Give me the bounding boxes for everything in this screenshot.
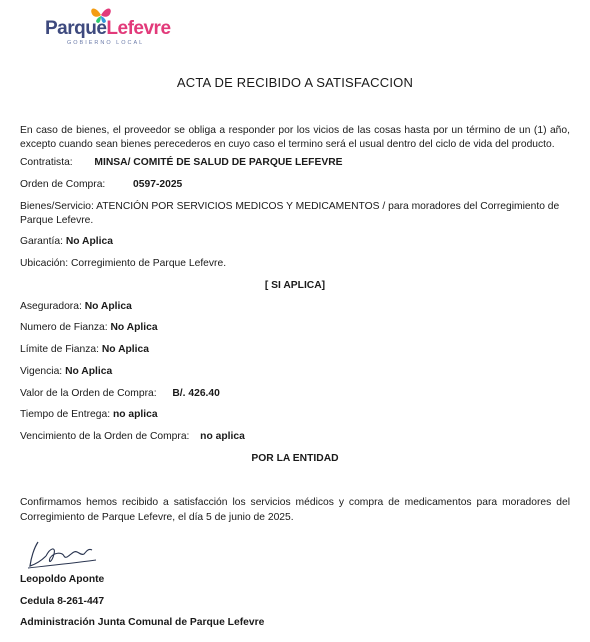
bienes-value: ATENCIÓN POR SERVICIOS MEDICOS Y MEDICAMENTOS / para moradores del Corregimiento de Parque Lefevre. (20, 201, 560, 226)
tiempo-row (20, 409, 158, 420)
limite-fianza-value: No Aplica (101, 344, 149, 355)
contratista-label: Contratista: (20, 157, 73, 168)
vigencia-label: Vigencia: (20, 366, 63, 377)
vigencia-value: No Aplica (65, 366, 113, 377)
logo-subtitle: GOBIERNO LOCAL (67, 40, 145, 46)
ubicacion-label: Ubicación: (20, 258, 69, 269)
orden-row (20, 179, 182, 190)
ubicacion-value: Corregimiento de Parque Lefevre. (70, 258, 227, 269)
document-title: ACTA DE RECIBIDO A SATISFACCION (176, 75, 414, 90)
handwritten-signature (26, 538, 106, 574)
bienes-label: Bienes/Servicio: (20, 201, 94, 212)
garantia-row (20, 236, 113, 247)
orden-value: 0597-2025 (133, 179, 183, 190)
numero-fianza-row (20, 322, 158, 333)
garantia-value: No Aplica (65, 236, 113, 247)
contratista-row (20, 157, 343, 168)
aseguradora-value: No Aplica (84, 301, 132, 312)
tiempo-value: no aplica (112, 409, 158, 420)
vigencia-row (20, 366, 112, 377)
vencimiento-value: no aplica (200, 431, 245, 442)
signer-name: Leopoldo Aponte (20, 574, 105, 585)
garantia-label: Garantía: (20, 236, 63, 247)
intro-paragraph: En caso de bienes, el proveedor se obliga a responder por los vicios de las cosas hasta por un término de un (1) año, excepto cuando sean bienes perecederos en cuyo caso el termino será el usual dentro del ciclo de vida del producto. (20, 125, 570, 150)
valor-row (20, 388, 220, 399)
bienes-row (20, 200, 575, 228)
logo-wordmark: ParqueLefevre (45, 18, 171, 39)
limite-fianza-label: Límite de Fianza: (20, 344, 99, 355)
vencimiento-label: Vencimiento de la Orden de Compra: (20, 431, 190, 442)
contratista-value: MINSA/ COMITÉ DE SALUD DE PARQUE LEFEVRE (94, 157, 343, 168)
parque-lefevre-logo (45, 6, 175, 48)
signer-org: Administración Junta Comunal de Parque Lefevre (20, 617, 265, 628)
orden-label: Orden de Compra: (20, 179, 106, 190)
tiempo-label: Tiempo de Entrega: (20, 409, 111, 420)
limite-fianza-row (20, 344, 149, 355)
valor-value: B/. 426.40 (172, 388, 220, 399)
por-entidad-heading: POR LA ENTIDAD (251, 453, 339, 464)
numero-fianza-value: No Aplica (110, 322, 158, 333)
aseguradora-label: Aseguradora: (20, 301, 82, 312)
numero-fianza-label: Numero de Fianza: (20, 322, 108, 333)
signer-cedula: Cedula 8-261-447 (20, 596, 105, 607)
ubicacion-row (20, 258, 226, 269)
valor-label: Valor de la Orden de Compra: (20, 388, 157, 399)
si-aplica-heading: [ SI APLICA] (264, 280, 326, 291)
vencimiento-row (20, 431, 245, 442)
aseguradora-row (20, 301, 132, 312)
confirmation-paragraph: Confirmamos hemos recibido a satisfacción los servicios médicos y compra de medicamentos para moradores del Corregimiento de Parque Lefevre, el día 5 de junio de 2025. (20, 497, 570, 523)
